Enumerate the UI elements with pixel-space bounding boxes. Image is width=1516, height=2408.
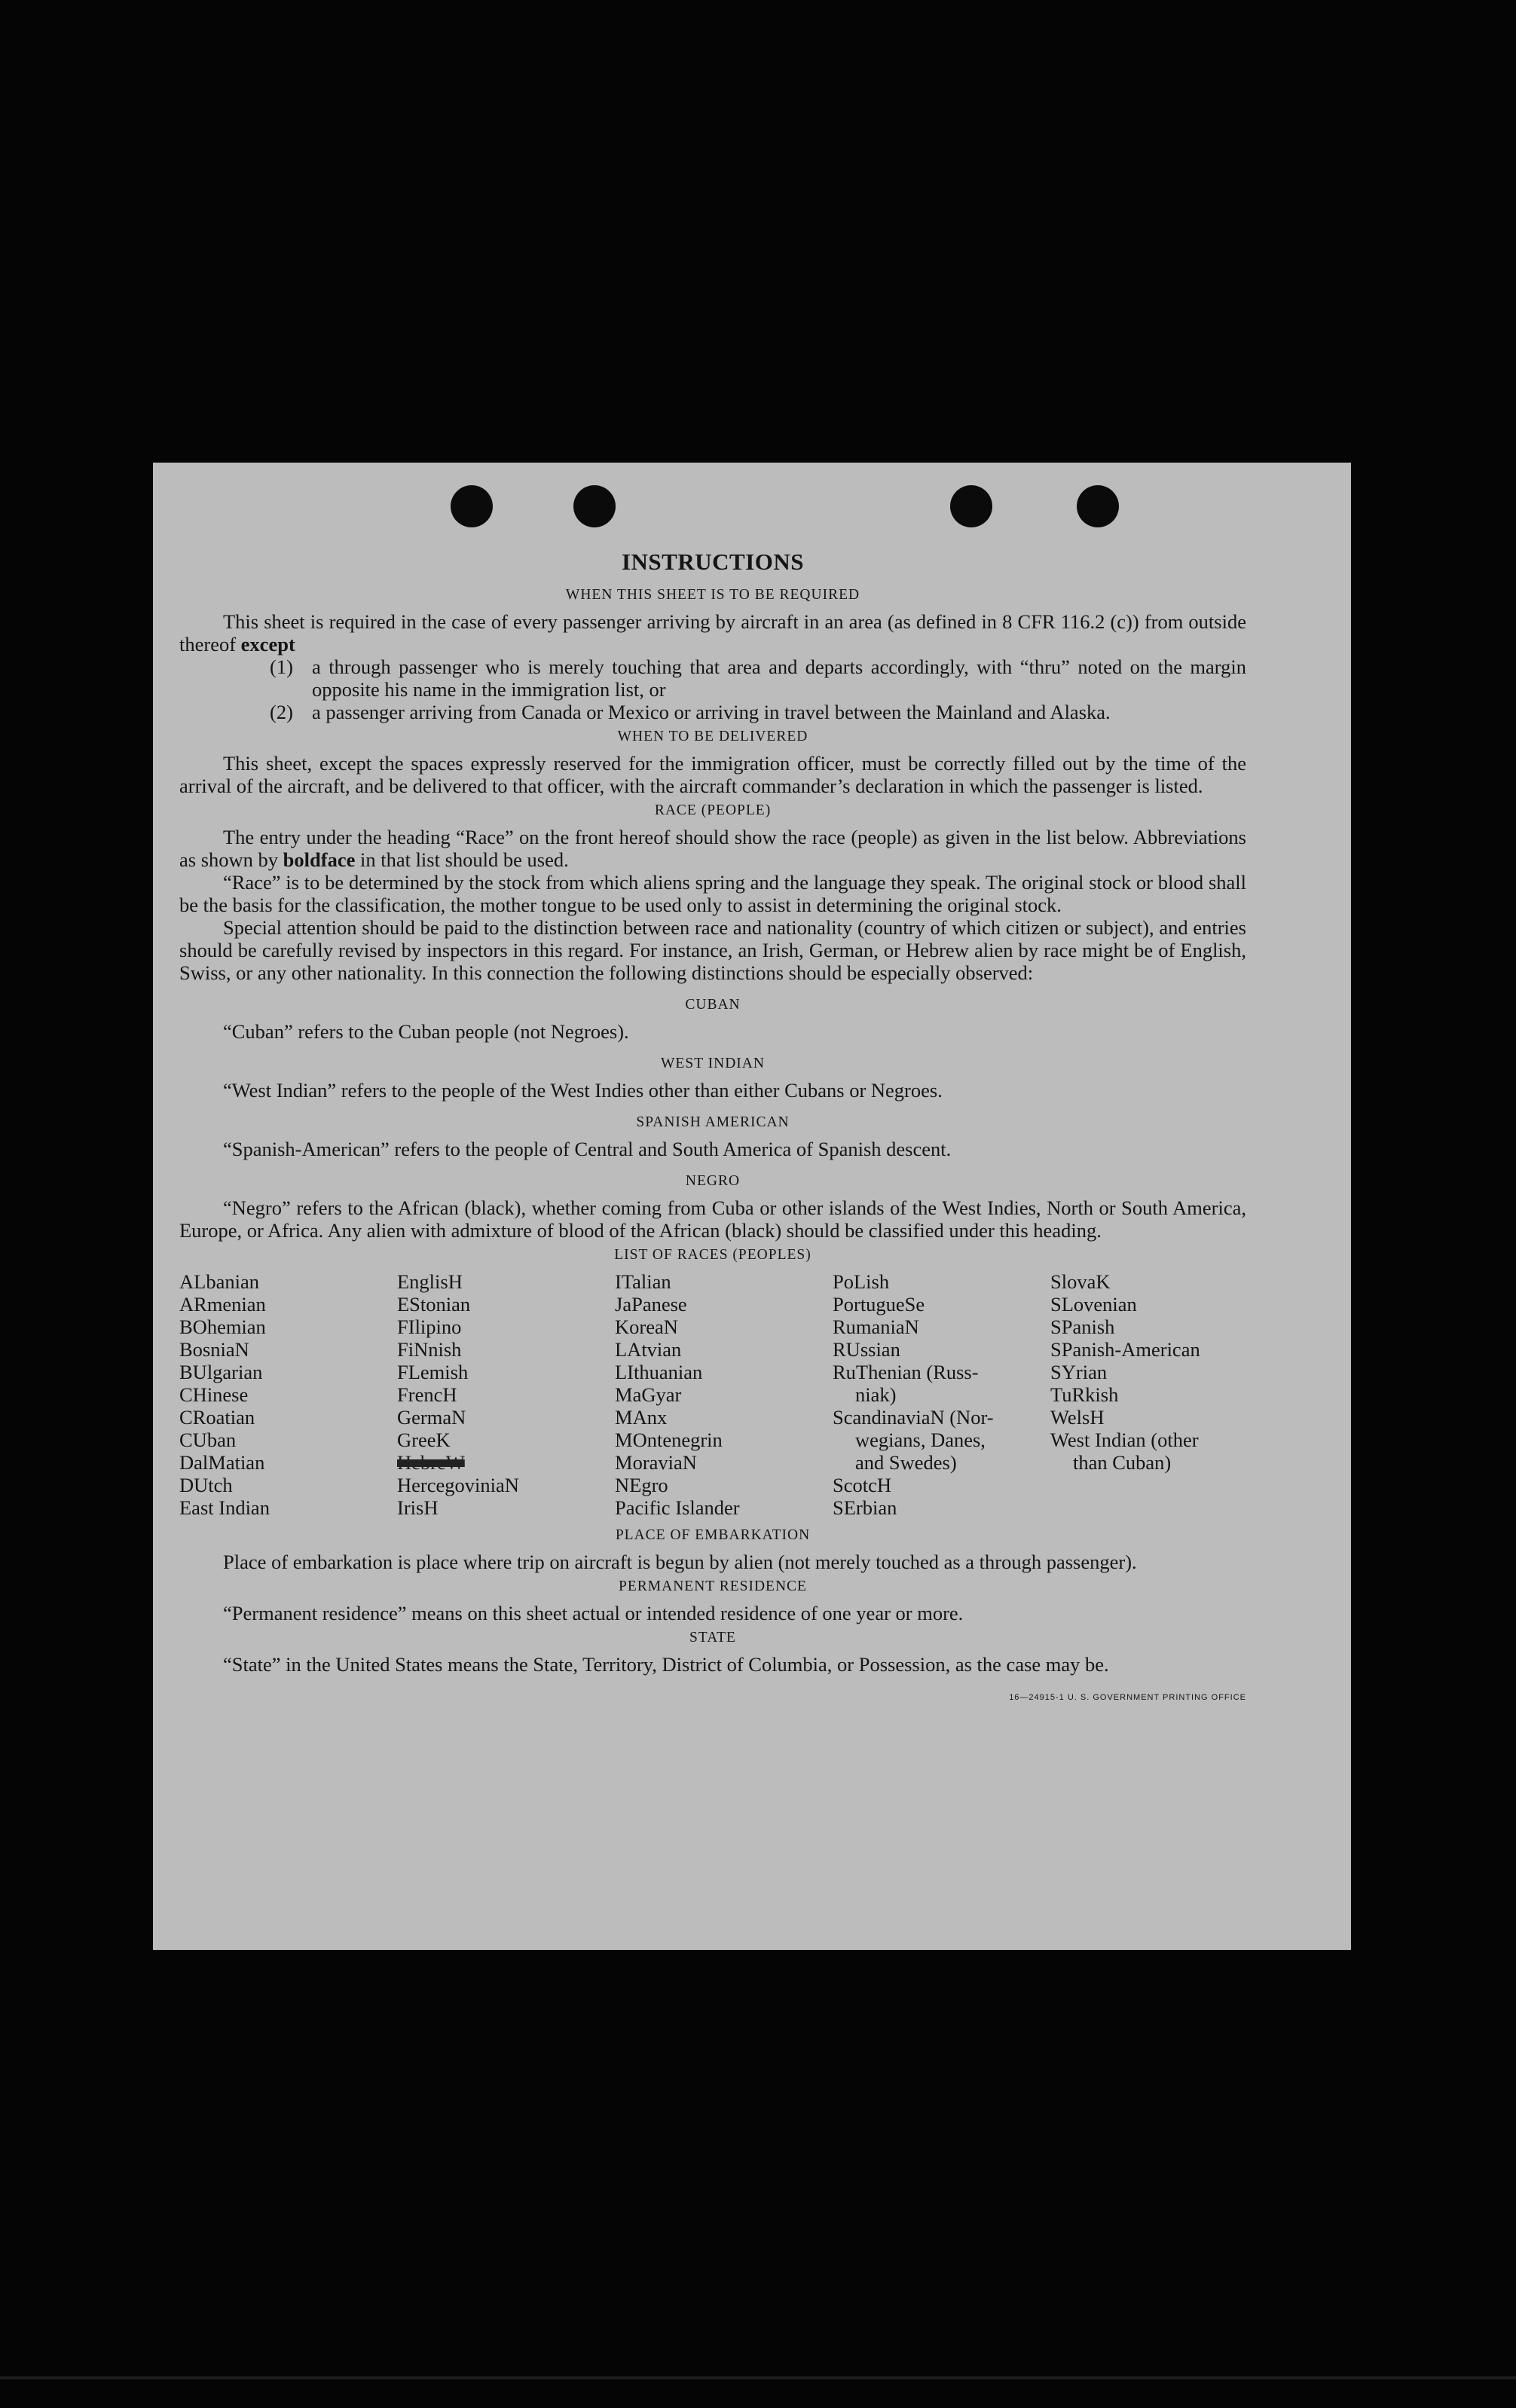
intro-text: This sheet is required in the case of every passenger arriving by aircraft in an area (as defined in 8 CFR 116.2 (c)) from outside thereof — [179, 610, 1246, 655]
race-entry: BUlgarian — [179, 1361, 263, 1383]
race-paragraph-1 — [179, 826, 1246, 871]
section-heading-spanish-american: SPANISH AMERICAN — [636, 1114, 790, 1130]
races-table — [179, 1270, 1246, 1519]
race-entry: TuRkish — [1050, 1383, 1119, 1406]
races-column-2 — [397, 1270, 615, 1519]
race-entry-continued: wegians, Danes, — [855, 1429, 986, 1451]
race-entry: WelsH — [1050, 1406, 1105, 1429]
item-number: (2) — [270, 701, 293, 723]
races-column-3 — [615, 1270, 833, 1519]
section-heading-cuban: CUBAN — [685, 997, 741, 1013]
race-entry: ScotcH — [833, 1474, 892, 1496]
when-delivered-text: This sheet, except the spaces expressly reserved for the immigration officer, must be correctly filled out by the time of the arrival of the aircraft, and be delivered to that officer, with the aircraft commander’s declaration in which the passenger is listed. — [179, 752, 1246, 797]
section-heading-west-indian: WEST INDIAN — [661, 1056, 765, 1071]
race-entry: SPanish — [1050, 1316, 1115, 1338]
section-heading-when-required: WHEN THIS SHEET IS TO BE REQUIRED — [565, 587, 860, 603]
race-entry: CUban — [179, 1429, 237, 1451]
race-entry: GreeK — [397, 1429, 451, 1451]
race-entry: HercegoviniaN — [397, 1474, 519, 1496]
cuban-text: “Cuban” refers to the Cuban people (not Negroes). — [223, 1020, 629, 1043]
section-heading-negro: NEGRO — [685, 1173, 741, 1189]
punch-hole-2 — [573, 485, 616, 527]
races-column-1 — [179, 1270, 397, 1519]
race-entry: ScandinaviaN (Nor- — [833, 1406, 994, 1429]
race-entry: SlovaK — [1050, 1270, 1111, 1293]
race-entry: East Indian — [179, 1496, 270, 1519]
punch-hole-3 — [950, 485, 992, 527]
west-indian-text: “West Indian” refers to the people of the West Indies other than either Cubans or Negroes. — [223, 1079, 943, 1102]
race-entry: West Indian (other — [1050, 1429, 1199, 1451]
race-entry: Pacific Islander — [615, 1496, 740, 1519]
race-entry: ARmenian — [179, 1293, 266, 1316]
spanish-american-text: “Spanish-American” refers to the people of Central and South America of Spanish descent. — [223, 1138, 952, 1160]
race-paragraph-2: “Race” is to be determined by the stock from which aliens spring and the language they speak. The original stock or blood shall be the basis for the classification, the mother tongue to be used only to assist in determining the original stock. — [179, 871, 1246, 916]
race-entry-continued: and Swedes) — [855, 1451, 957, 1474]
intro-bold-except: except — [240, 633, 295, 655]
race-entry: MaGyar — [615, 1383, 682, 1406]
race-entry: JaPanese — [615, 1293, 687, 1316]
race-entry: SPanish-American — [1050, 1338, 1200, 1361]
race-entry: ITalian — [615, 1270, 671, 1293]
item-number: (1) — [270, 655, 293, 678]
section-heading-embarkation: PLACE OF EMBARKATION — [615, 1527, 811, 1543]
negro-text: “Negro” refers to the African (black), whether coming from Cuba or other islands of the West Indies, North or South America, Europe, or Africa. Any alien with admixture of blood of the African (black) should be classified under this heading. — [179, 1196, 1246, 1242]
section-heading-when-delivered: WHEN TO BE DELIVERED — [617, 729, 808, 744]
races-column-5 — [1050, 1270, 1254, 1519]
state-text — [179, 1653, 1246, 1702]
race-entry: DalMatian — [179, 1451, 265, 1474]
race-entry: LIthuanian — [615, 1361, 703, 1383]
race-entry: FIlipino — [397, 1316, 462, 1338]
item-text: a passenger arriving from Canada or Mexico or arriving in travel between the Mainland and Alaska. — [312, 701, 1111, 723]
race-entry: GermaN — [397, 1406, 466, 1429]
race-entry: FrencH — [397, 1383, 457, 1406]
section-heading-permanent-residence: PERMANENT RESIDENCE — [619, 1578, 807, 1594]
race-entry: IrisH — [397, 1496, 439, 1519]
race-p1-bold: boldface — [283, 848, 356, 871]
race-entry: PoLish — [833, 1270, 890, 1293]
race-entry: BosniaN — [179, 1338, 249, 1361]
race-p1-tail: in that list should be used. — [355, 848, 569, 871]
race-entry-continued: than Cuban) — [1073, 1451, 1172, 1474]
page-title: INSTRUCTIONS — [621, 549, 804, 575]
printing-office-code: 16—24915-1 U. S. GOVERNMENT PRINTING OFFICE — [1009, 1693, 1246, 1702]
punch-hole-1 — [451, 485, 493, 527]
section-heading-list-of-races: LIST OF RACES (PEOPLES) — [614, 1247, 811, 1263]
race-entry: LAtvian — [615, 1338, 682, 1361]
race-p1-text: The entry under the heading “Race” on the front hereof should show the race (people) as given in the list below. Abbreviations as shown by — [179, 826, 1246, 871]
exception-item-1 — [179, 655, 1246, 701]
race-entry: MAnx — [615, 1406, 668, 1429]
race-entry: RuThenian (Russ- — [833, 1361, 979, 1383]
races-column-4 — [833, 1270, 1050, 1519]
race-entry: DUtch — [179, 1474, 233, 1496]
race-entry: PortugueSe — [833, 1293, 925, 1316]
race-entry: SErbian — [833, 1496, 897, 1519]
when-required-intro — [179, 610, 1246, 655]
item-text: a through passenger who is merely touching that area and departs accordingly, with “thru” noted on the margin opposite his name in the immigration list, or — [312, 655, 1246, 701]
state-text-body: “State” in the United States means the State, Territory, District of Columbia, or Possession, as the case may be. — [223, 1653, 1109, 1676]
race-entry: EStonian — [397, 1293, 471, 1316]
race-entry: RumaniaN — [833, 1316, 919, 1338]
race-entry: FLemish — [397, 1361, 469, 1383]
race-entry-struck-out: HebreW — [397, 1451, 465, 1474]
race-entry: SYrian — [1050, 1361, 1108, 1383]
race-entry: ALbanian — [179, 1270, 259, 1293]
race-entry: CRoatian — [179, 1406, 255, 1429]
race-entry: CHinese — [179, 1383, 249, 1406]
punch-hole-4 — [1077, 485, 1119, 527]
race-entry: NEgro — [615, 1474, 668, 1496]
race-entry: BOhemian — [179, 1316, 266, 1338]
exception-item-2 — [179, 701, 1246, 723]
embarkation-text: Place of embarkation is place where trip on aircraft is begun by alien (not merely touched as a through passenger). — [223, 1551, 1137, 1573]
instruction-sheet — [153, 463, 1351, 1950]
residence-text: “Permanent residence” means on this sheet actual or intended residence of one year or more. — [223, 1602, 964, 1624]
race-entry: SLovenian — [1050, 1293, 1137, 1316]
section-heading-state: STATE — [689, 1630, 736, 1646]
race-entry: MOntenegrin — [615, 1429, 723, 1451]
race-entry: RUssian — [833, 1338, 900, 1361]
race-entry: EnglisH — [397, 1270, 463, 1293]
race-entry: KoreaN — [615, 1316, 678, 1338]
race-entry: FiNnish — [397, 1338, 462, 1361]
sheet-content — [179, 549, 1246, 1709]
section-heading-race: RACE (PEOPLE) — [654, 802, 772, 818]
race-paragraph-3: Special attention should be paid to the distinction between race and nationality (country of which citizen or subject), and entries should be carefully revised by inspectors in this regard. For instance, an Irish, German, or Hebrew alien by race might be of English, Swiss, or any other nationality. In this connection the following distinctions should be especially observed: — [179, 916, 1246, 984]
scan-bottom-rule — [0, 2376, 1516, 2379]
race-entry: MoraviaN — [615, 1451, 697, 1474]
race-entry-continued: niak) — [855, 1383, 897, 1406]
